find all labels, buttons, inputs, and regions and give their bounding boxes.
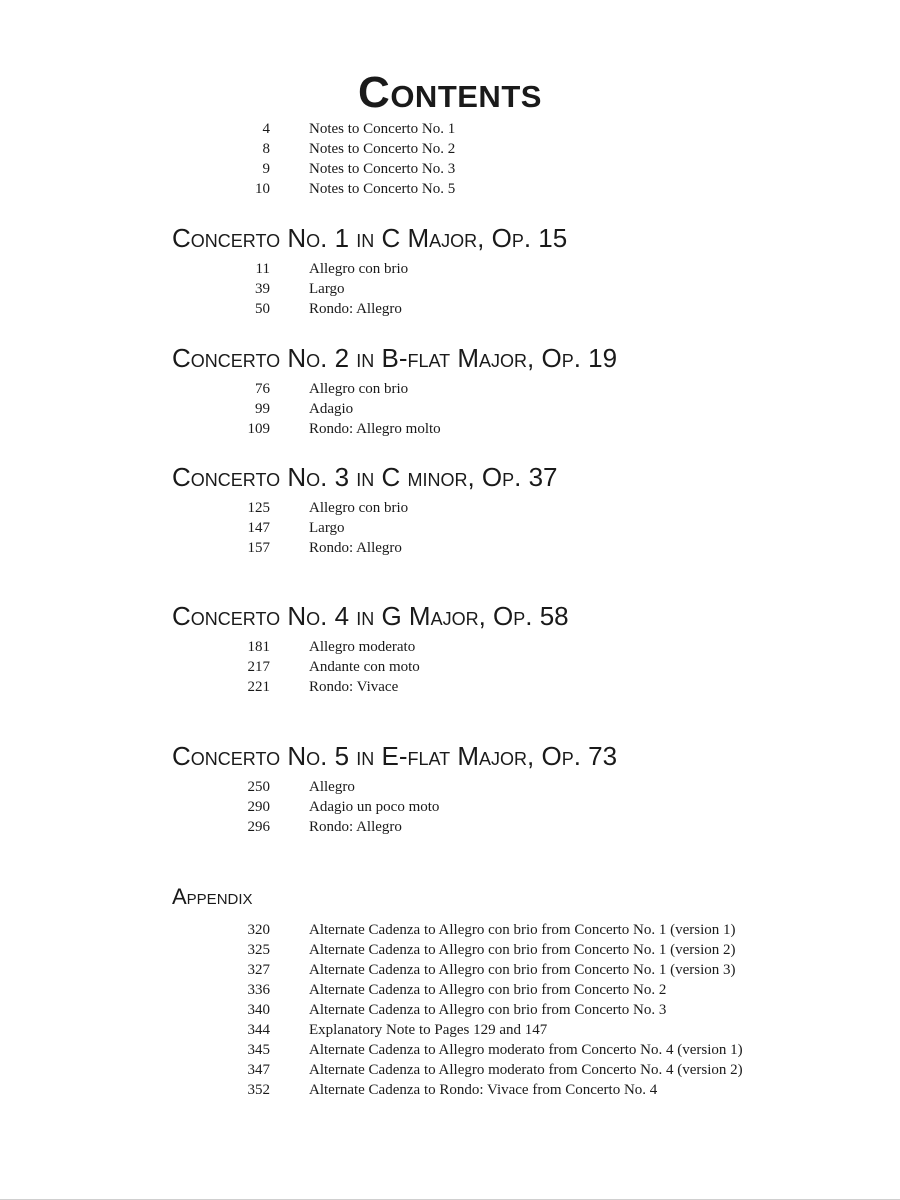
toc-entry[interactable] — [0, 637, 900, 657]
page-number: 157 — [247, 540, 270, 556]
toc-entry[interactable] — [0, 139, 900, 159]
page-number: 327 — [247, 962, 270, 978]
concerto-5-section — [0, 740, 900, 837]
notes-section — [0, 119, 900, 199]
entry-title: Rondo: Allegro — [309, 819, 402, 835]
page-number: 109 — [247, 421, 270, 437]
toc-entry[interactable] — [0, 817, 900, 837]
entry-title: Allegro con brio — [309, 500, 409, 516]
toc-entry[interactable] — [0, 379, 900, 399]
entry-title: Alternate Cadenza to Allegro con brio from Concerto No. 1 (version 3) — [309, 962, 736, 978]
page-number: 352 — [247, 1082, 270, 1098]
toc-entry[interactable] — [0, 1040, 900, 1060]
toc-entry[interactable] — [0, 677, 900, 697]
toc-entry[interactable] — [0, 419, 900, 439]
entry-title: Adagio un poco moto — [309, 799, 440, 815]
page-number: 217 — [247, 659, 270, 675]
page-number: 290 — [247, 799, 270, 815]
section-heading: Concerto No. 5 in E-flat Major, Op. 73 — [172, 741, 618, 771]
section-heading: Concerto No. 4 in G Major, Op. 58 — [172, 601, 569, 631]
entry-title: Allegro moderato — [309, 639, 416, 655]
page-number: 76 — [255, 381, 270, 397]
movement-list — [0, 379, 900, 439]
toc-entry[interactable] — [0, 1060, 900, 1080]
page-number: 320 — [247, 922, 270, 938]
toc-entry[interactable] — [0, 259, 900, 279]
page-number: 125 — [247, 500, 270, 516]
entry-title: Explanatory Note to Pages 129 and 147 — [309, 1022, 548, 1038]
entry-title: Largo — [309, 281, 345, 297]
toc-entry[interactable] — [0, 1000, 900, 1020]
entry-title: Notes to Concerto No. 1 — [309, 121, 456, 137]
movement-list — [0, 637, 900, 697]
toc-entry[interactable] — [0, 1080, 900, 1100]
page-number: 296 — [247, 819, 270, 835]
entry-title: Alternate Cadenza to Rondo: Vivace from Concerto No. 4 — [309, 1082, 658, 1098]
toc-entry[interactable] — [0, 119, 900, 139]
toc-entry[interactable] — [0, 960, 900, 980]
page-number: 8 — [262, 141, 270, 157]
page-number: 336 — [247, 982, 270, 998]
entry-title: Notes to Concerto No. 3 — [309, 161, 456, 177]
entry-title: Allegro con brio — [309, 261, 409, 277]
entry-title: Alternate Cadenza to Allegro con brio from Concerto No. 2 — [309, 982, 667, 998]
movement-list — [0, 777, 900, 837]
notes-list — [0, 119, 900, 199]
entry-title: Alternate Cadenza to Allegro con brio from Concerto No. 3 — [309, 1002, 667, 1018]
toc-entry[interactable] — [0, 179, 900, 199]
section-heading: Appendix — [172, 884, 253, 909]
toc-entry[interactable] — [0, 1020, 900, 1040]
concerto-1-section — [0, 222, 900, 319]
entry-title: Rondo: Vivace — [309, 679, 399, 695]
page-number: 250 — [247, 779, 270, 795]
toc-entry[interactable] — [0, 657, 900, 677]
entry-title: Andante con moto — [309, 659, 420, 675]
page-number: 344 — [247, 1022, 270, 1038]
page-number: 11 — [255, 261, 270, 277]
entry-title: Notes to Concerto No. 2 — [309, 141, 456, 157]
page-number: 4 — [262, 121, 270, 137]
page-number: 9 — [262, 161, 270, 177]
movement-list — [0, 498, 900, 558]
toc-entry[interactable] — [0, 940, 900, 960]
concerto-4-section — [0, 600, 900, 697]
entry-title: Rondo: Allegro — [309, 540, 402, 556]
page-number: 39 — [255, 281, 270, 297]
toc-entry[interactable] — [0, 518, 900, 538]
toc-entry[interactable] — [0, 797, 900, 817]
entry-title: Alternate Cadenza to Allegro con brio from Concerto No. 1 (version 2) — [309, 942, 736, 958]
page-number: 345 — [247, 1042, 270, 1058]
section-heading: Concerto No. 2 in B-flat Major, Op. 19 — [172, 343, 618, 373]
entry-title: Alternate Cadenza to Allegro moderato from Concerto No. 4 (version 1) — [309, 1042, 743, 1058]
concerto-3-section — [0, 461, 900, 558]
page-number: 147 — [247, 520, 270, 536]
page-title: Contents — [358, 68, 542, 118]
page-number: 347 — [247, 1062, 270, 1078]
page-number: 99 — [255, 401, 270, 417]
toc-entry[interactable] — [0, 159, 900, 179]
page-number: 10 — [255, 181, 270, 197]
appendix-list — [0, 920, 900, 1100]
entry-title: Rondo: Allegro molto — [309, 421, 441, 437]
entry-title: Notes to Concerto No. 5 — [309, 181, 456, 197]
toc-entry[interactable] — [0, 279, 900, 299]
page-number: 50 — [255, 301, 270, 317]
section-heading: Concerto No. 3 in C minor, Op. 37 — [172, 462, 558, 492]
entry-title: Allegro — [309, 779, 355, 795]
toc-entry[interactable] — [0, 920, 900, 940]
section-heading: Concerto No. 1 in C Major, Op. 15 — [172, 223, 568, 253]
appendix-section — [0, 882, 900, 1100]
toc-entry[interactable] — [0, 538, 900, 558]
movement-list — [0, 259, 900, 319]
page-number: 181 — [247, 639, 270, 655]
toc-entry[interactable] — [0, 498, 900, 518]
entry-title: Allegro con brio — [309, 381, 409, 397]
entry-title: Largo — [309, 520, 345, 536]
page-number: 325 — [247, 942, 270, 958]
entry-title: Rondo: Allegro — [309, 301, 402, 317]
toc-entry[interactable] — [0, 980, 900, 1000]
toc-entry[interactable] — [0, 299, 900, 319]
entry-title: Alternate Cadenza to Allegro moderato from Concerto No. 4 (version 2) — [309, 1062, 743, 1078]
entry-title: Alternate Cadenza to Allegro con brio from Concerto No. 1 (version 1) — [309, 922, 736, 938]
entry-title: Adagio — [309, 401, 354, 417]
page-number: 221 — [247, 679, 270, 695]
concerto-2-section — [0, 342, 900, 439]
toc-entry[interactable] — [0, 399, 900, 419]
page-number: 340 — [247, 1002, 270, 1018]
toc-entry[interactable] — [0, 777, 900, 797]
